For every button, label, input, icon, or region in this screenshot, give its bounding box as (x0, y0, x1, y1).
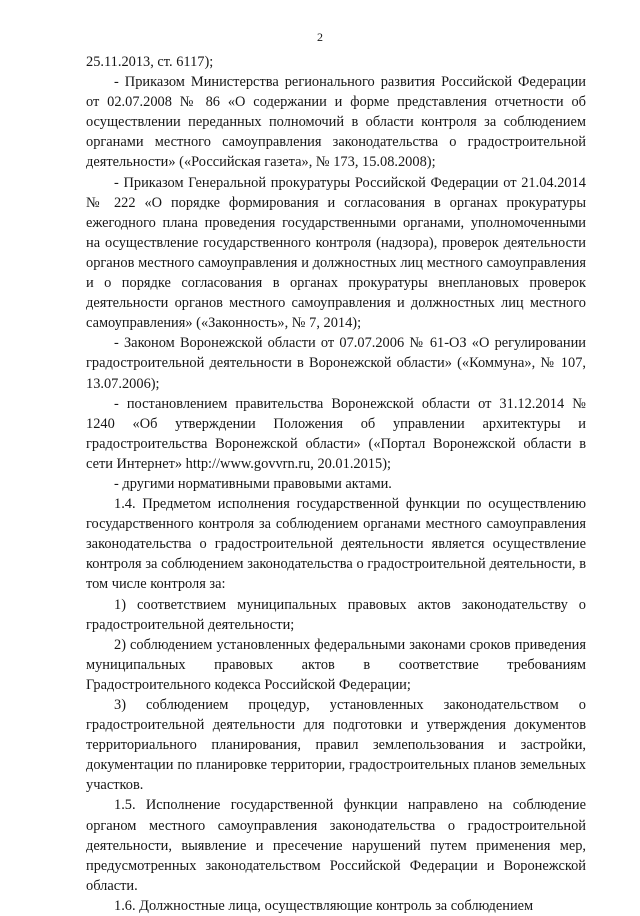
paragraph-1-4: 1.4. Предметом исполнения государственной функции по осуществлению государственного контроля за соблюдением органами местного самоуправления законодательства о градостроительной деятельности является осуществление контроля за соблюдением законодательства о градостроительной деятельности, в том числе контроля за: (86, 496, 586, 593)
paragraph-item-3: 3) соблюдением процедур, установленных законодательством о градостроительной деятельности для подготовки и утверждения документов территориального планирования, правил землепользования и застройки, документации по планировке территории, градостроительных планов земельных участков. (86, 697, 586, 794)
paragraph-other-acts: - другими нормативными правовыми актами. (114, 475, 392, 492)
document-body (86, 52, 586, 916)
paragraph-item-1: 1) соответствием муниципальных правовых актов законодательству о градостроительной деятельности; (86, 596, 586, 633)
paragraph-order-minregion: - Приказом Министерства регионального развития Российской Федерации от 02.07.2008 № 86 «О содержании и форме представления отчетности об осуществлении переданных полномочий в области контроля за соблюдением органами местного самоуправления законодательства о градостроительной деятельности» («Российская газета», № 173, 15.08.2008); (86, 74, 586, 171)
paragraph-1-5: 1.5. Исполнение государственной функции направлено на соблюдение органом местного самоуправления законодательства о градостроительной деятельности, выявление и пресечение нарушений путем применения мер, предусмотренных законодательством Российской Федерации и Воронежской области. (86, 797, 586, 894)
paragraph-item-2: 2) соблюдением установленных федеральными законами сроков приведения муниципальных правовых актов в соответствие требованиям Градостроительного кодекса Российской Федерации; (86, 636, 586, 693)
paragraph-law-voronezh: - Законом Воронежской области от 07.07.2006 № 61-ОЗ «О регулировании градостроительной деятельности в Воронежской области» («Коммуна», № 107, 13.07.2006); (86, 335, 586, 392)
paragraph-order-prosecutor: - Приказом Генеральной прокуратуры Российской Федерации от 21.04.2014 № 222 «О порядке формирования и согласования в органах прокуратуры ежегодного плана проведения государственными органами, уполномоченными на осуществление государственного контроля (надзора), проверок деятельности органов местного самоуправления и должностных лиц местного самоуправления и о порядке согласования в органах прокуратуры внеплановых проверок деятельности органов местного самоуправления и должностных лиц местного самоуправления» («Законность», № 7, 2014); (86, 174, 586, 332)
page-number: 2 (317, 30, 323, 44)
paragraph-government-resolution: - постановлением правительства Воронежской области от 31.12.2014 № 1240 «Об утверждении Положения об управлении архитектуры и градостроительства Воронежской области» («Портал Воронежской области в сети Интернет» http://www.govvrn.ru, 20.01.2015); (86, 395, 586, 472)
paragraph-continuation: 25.11.2013, ст. 6117); (86, 54, 214, 70)
paragraph-1-6: 1.6. Должностные лица, осуществляющие контроль за соблюдением (114, 897, 534, 914)
